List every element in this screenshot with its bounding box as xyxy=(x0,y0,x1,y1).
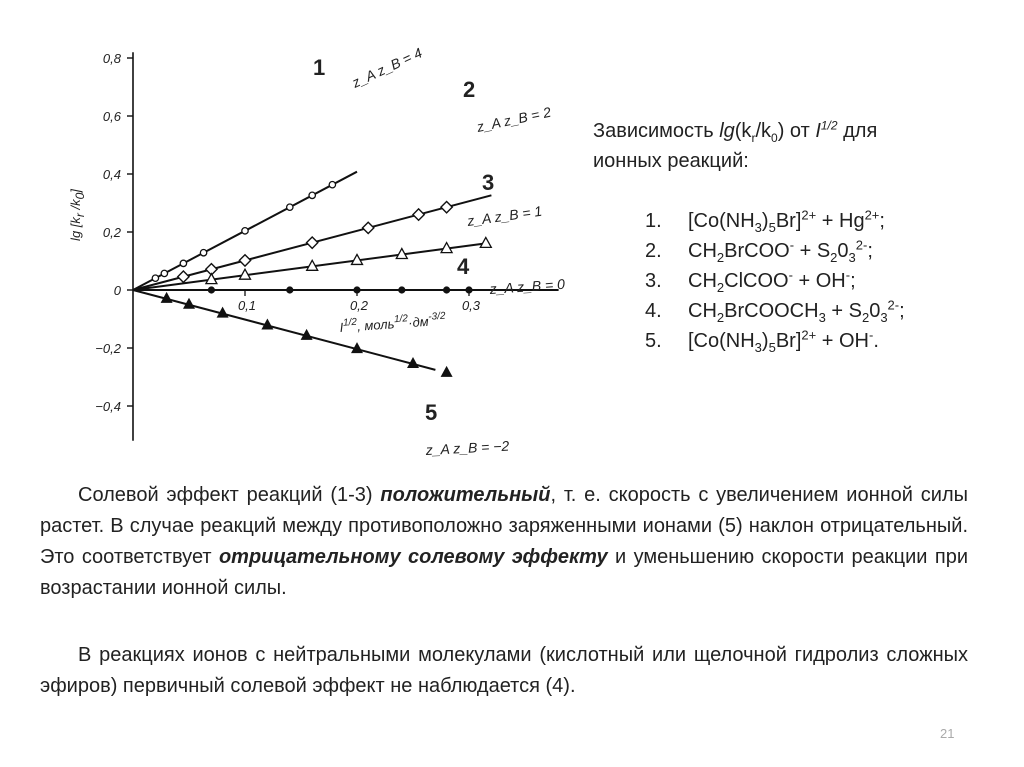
figure-caption xyxy=(593,116,993,176)
reaction-item-1 xyxy=(645,206,1015,236)
caption-kr-sub: r xyxy=(751,131,756,145)
marker-circle-open xyxy=(309,192,315,198)
y-tick-label: −0,2 xyxy=(95,341,121,356)
reaction-number: 2. xyxy=(645,240,662,262)
line-number-2: 2 xyxy=(463,77,476,102)
series-label-1: z_A z_B = 4 xyxy=(349,44,425,91)
marker-triangle-open xyxy=(480,237,491,247)
marker-triangle-filled xyxy=(441,366,453,377)
y-tick-label: 0 xyxy=(113,283,121,298)
marker-circle-open xyxy=(200,250,206,256)
caption-slash: /k xyxy=(755,120,771,142)
reaction-item-2 xyxy=(645,236,1015,266)
caption-lg: lg xyxy=(719,120,735,142)
ionic-strength-chart xyxy=(0,0,600,470)
marker-circle-open xyxy=(161,270,167,276)
reaction-formula: $[Co(NH_3)_5Br]^{2+} + Hg^{2+}$; xyxy=(688,207,885,235)
reaction-item-4 xyxy=(645,296,1015,326)
paragraph-salt-effect xyxy=(40,480,968,604)
p1-a: Солевой эффект реакций (1-3) xyxy=(78,484,381,506)
caption-prefix: Зависимость xyxy=(593,120,720,142)
line-number-5: 5 xyxy=(425,400,438,425)
caption-line2: ионных реакций: xyxy=(593,150,749,172)
marker-circle-open xyxy=(242,228,248,234)
marker-diamond xyxy=(239,255,250,266)
series-label-4: z_A z_B = 0 xyxy=(489,275,566,297)
reaction-number: 1. xyxy=(645,210,662,232)
caption-suffix: для xyxy=(837,120,878,142)
marker-circle-open xyxy=(180,260,186,266)
reaction-item-5 xyxy=(645,326,1015,356)
marker-diamond xyxy=(178,271,189,282)
marker-circle-open xyxy=(152,275,158,281)
y-tick-label: −0,4 xyxy=(95,399,121,414)
marker-circle-filled xyxy=(465,286,472,293)
x-tick-label: 0,3 xyxy=(461,298,481,313)
marker-circle-open xyxy=(329,181,335,187)
p1-positive: положительный xyxy=(380,484,551,506)
x-tick-label: 0,1 xyxy=(237,298,257,313)
reaction-item-3 xyxy=(645,266,1015,296)
caption-I: I xyxy=(815,120,821,142)
chart-axes xyxy=(68,51,481,441)
y-tick-label: 0,4 xyxy=(102,167,121,182)
p1-c: , т. е. скорость с увеличением ионной силы растет. В случае реакций между противоположно заряженными ионами (5) наклон отрицательный. Это соответствует xyxy=(40,484,968,568)
x-tick-label: 0,2 xyxy=(349,298,369,313)
marker-diamond xyxy=(413,209,424,220)
marker-diamond xyxy=(307,237,318,248)
y-tick-label: 0,8 xyxy=(102,51,121,66)
chart-series-lines xyxy=(133,172,559,370)
series-label-3: z_A z_B = 1 xyxy=(466,202,544,229)
marker-circle-filled xyxy=(286,286,293,293)
series-label-5: z_A z_B = −2 xyxy=(425,437,510,458)
caption-paren-close: ) от xyxy=(777,120,816,142)
y-tick-label: 0,2 xyxy=(102,225,121,240)
reaction-formula: $CH_2BrCOO^- + S_20_3^{2-}$; xyxy=(688,237,873,265)
reaction-list xyxy=(645,206,1015,356)
page-number: 21 xyxy=(940,726,955,741)
caption-I-sup: 1/2 xyxy=(820,118,838,133)
chart-labels xyxy=(313,44,566,458)
line-number-3: 3 xyxy=(482,170,495,195)
paragraph-neutral: В реакциях ионов с нейтральными молекулами (кислотный или щелочной гидролиз сложных эфиров) первичный солевой эффект не наблюдается (4). xyxy=(40,644,968,697)
reaction-number: 4. xyxy=(645,300,662,322)
reaction-number: 5. xyxy=(645,330,662,352)
y-axis-label: lg [kr /k0] xyxy=(68,189,87,241)
marker-diamond xyxy=(441,202,452,213)
reaction-formula: $CH_2ClCOO^- + OH^-$; xyxy=(688,267,856,295)
marker-circle-filled xyxy=(208,286,215,293)
marker-diamond xyxy=(363,222,374,233)
reaction-number: 3. xyxy=(645,270,662,292)
chart-series-markers xyxy=(152,181,491,376)
marker-circle-filled xyxy=(353,286,360,293)
marker-circle-filled xyxy=(398,286,405,293)
x-axis-label: $I^{1/2}$, $моль^{1/2}\cdot дм^{-3/2}$ xyxy=(339,310,446,335)
caption-k0-sub: 0 xyxy=(771,131,778,145)
p1-negative-effect: отрицательному солевому эффекту xyxy=(218,546,608,568)
line-number-1: 1 xyxy=(313,55,326,80)
line-number-4: 4 xyxy=(457,254,470,279)
reaction-formula: $[Co(NH_3)_5Br]^{2+} + OH^-$. xyxy=(688,327,879,355)
caption-paren-open: (k xyxy=(734,120,752,142)
p1-e: и уменьшению скорости реакции при возрастании ионной силы. xyxy=(40,546,968,599)
series-label-2: z_A z_B = 2 xyxy=(475,103,553,135)
marker-circle-open xyxy=(287,204,293,210)
reaction-formula: $CH_2BrCOOCH_3 + S_20_3^{2-}$; xyxy=(688,297,905,325)
marker-circle-filled xyxy=(443,286,450,293)
y-tick-label: 0,6 xyxy=(102,109,121,124)
